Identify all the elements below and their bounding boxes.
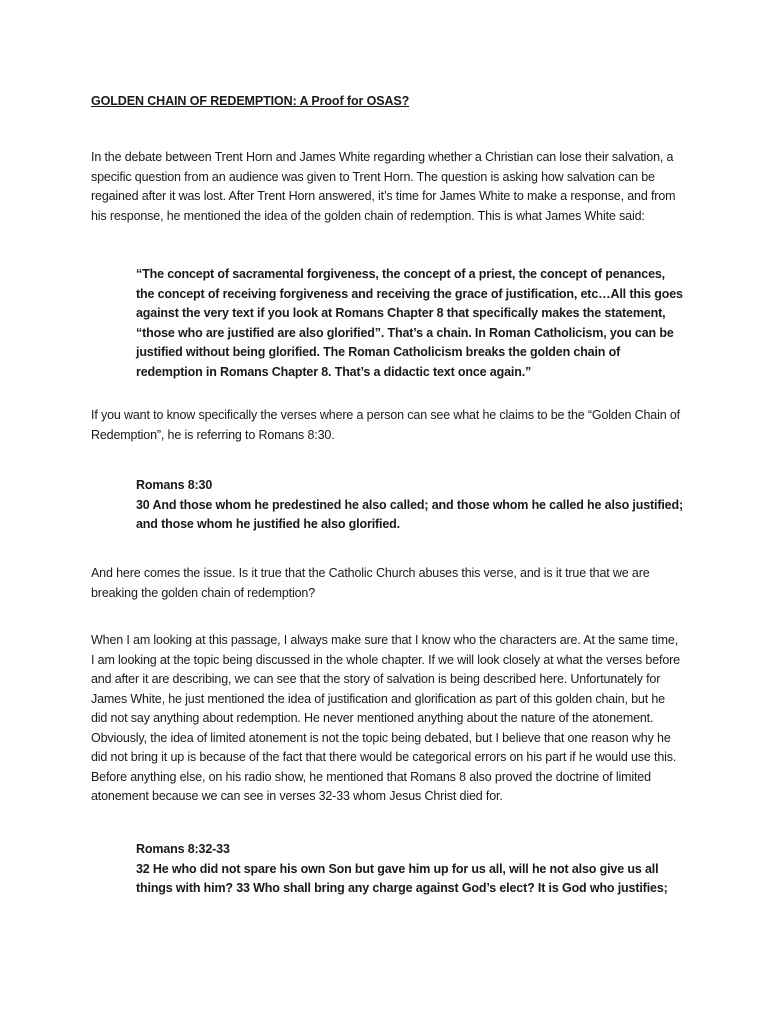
james-white-quote: “The concept of sacramental forgiveness, the concept of a priest, the concept of penances, the concept of receiving forgiveness and receiving the grace of justification, etc…All this goes against the very text if you look at Romans Chapter 8 that specifically makes the statement, “those who are justified are also glorified”. That’s a chain. In Roman Catholicism, you can be justified without being glorified. The Roman Catholicism breaks the golden chain of redemption in Romans Chapter 8. That’s a didactic text once again.” bbox=[136, 267, 683, 379]
verse-reference-romans-8-30: Romans 8:30 bbox=[136, 478, 213, 492]
document-title: GOLDEN CHAIN OF REDEMPTION: A Proof for OSAS? bbox=[91, 94, 410, 108]
verses-intro-paragraph: If you want to know specifically the verses where a person can see what he claims to be the “Golden Chain of Redemption”, he is referring to Romans 8:30. bbox=[91, 408, 680, 442]
analysis-paragraph: When I am looking at this passage, I always make sure that I know who the characters are. At the same time, I am looking at the topic being discussed in the whole chapter. If we will look closely at what the verses before and after it are describing, we can see that the story of salvation is being described here. Unfortunately for James White, he just mentioned the idea of justification and glorification as part of this golden chain, but he did not say anything about redemption. He never mentioned anything about the nature of the atonement. Obviously, the idea of limited atonement is not the topic being debated, but I believe that one reason why he did not bring it up is because of the fact that there would be categorical errors on his part if he would use this. Before anything else, on his radio show, he mentioned that Romans 8 also proved the doctrine of limited atonement because we can see in verses 32-33 whom Jesus Christ died for. bbox=[91, 633, 680, 803]
intro-paragraph: In the debate between Trent Horn and James White regarding whether a Christian can lose their salvation, a specific question from an audience was given to Trent Horn. The question is asking how salvation can be regained after it was lost. After Trent Horn answered, it’s time for James White to make a response, and from his response, he mentioned the idea of the golden chain of redemption. This is what James White said: bbox=[91, 150, 676, 223]
verse-reference-romans-8-32-33: Romans 8:32-33 bbox=[136, 842, 230, 856]
verse-text-romans-8-32-33: 32 He who did not spare his own Son but gave him up for us all, will he not also give us all things with him? 33 Who shall bring any charge against God’s elect? It is God who justifies; bbox=[136, 861, 668, 895]
issue-paragraph: And here comes the issue. Is it true that the Catholic Church abuses this verse, and is it true that we are breaking the golden chain of redemption? bbox=[91, 566, 650, 600]
verse-text-romans-8-30: 30 And those whom he predestined he also called; and those whom he called he also justified; and those whom he justified he also glorified. bbox=[136, 497, 683, 531]
